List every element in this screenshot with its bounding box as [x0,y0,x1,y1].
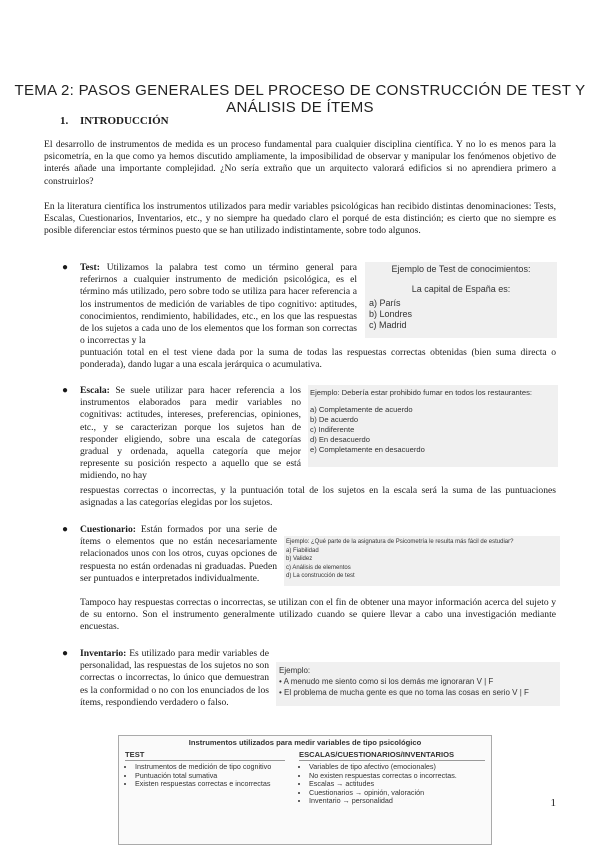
table-item: • Instrumentos de medición de tipo cognitivo [135,763,285,772]
example-inventario-option: • El problema de mucha gente es que no toma las cosas en serio V | F [279,688,529,697]
bullet-test-continuation: puntuación total en el test viene dada por la suma de todas las respuestas correctas obtenidas (bien suma directa o ponderada), dando lugar a una escala jerárquica o acumulativa. [80,347,556,371]
example-escala-box [308,385,558,467]
table-item: • Inventario → personalidad [309,797,485,806]
example-test-option: b) Londres [369,309,413,319]
page-number: 1 [550,797,556,809]
term-cuestionario: Cuestionario: [80,524,136,535]
example-escala-option: e) Completamente en desacuerdo [310,445,425,454]
example-cuestionario-title: Ejemplo: ¿Qué parte de la asignatura de Psicometría le resulta más fácil de estudiar? [286,539,514,545]
example-inventario-box [276,662,560,706]
table-item: • Puntuación total sumativa [135,772,285,781]
term-inventario: Inventario: [80,648,127,659]
bullet-cuestionario [80,524,277,585]
example-test-option: c) Madrid [369,320,407,330]
bullet-inventario [80,648,269,709]
document-title: TEMA 2: PASOS GENERALES DEL PROCESO DE CONSTRUCCIÓN DE TEST Y ANÁLISIS DE ÍTEMS [14,82,586,116]
table-item: • Cuestionarios → opinión, valoración [309,789,485,798]
paragraph-2: En la literatura científica los instrumentos utilizados para medir variables psicológicas han recibido distintas denominaciones: Tests, Escalas, Cuestionarios, Inventarios, etc., y no siempre ha quedado claro el porqué de esta distinción; es cierto que no siempre es posible diferenciar estos términos puesto que se han utilizado indistintamente, sobre todo algunos. [44,201,556,237]
bullet-escala-continuation: respuestas correctas o incorrectas, y la puntuación total de los sujetos en la escala será la suma de las puntuaciones asignadas a las categorías elegidas por los sujetos. [80,485,556,509]
example-test-option: a) París [369,298,401,308]
table-item: • Escalas → actitudes [309,780,485,789]
example-escala-option: d) En desacuerdo [310,435,370,444]
bullet-dot: ● [62,524,69,535]
bullet-escala-text: Se suele utilizar para hacer referencia a los instrumentos elaborados para medir variables no cognitivas: actitudes, intereses, preferencias, opiniones, etc., y se caracterizan porque los sujetos han de responder eligiendo, sobre una escala de categorías gradual y ordenada, aquella categoría que mejor represente su posición respecto a aquello que se está midiendo, no hay [80,385,301,482]
example-test-question: La capital de España es: [411,284,511,294]
section-heading [60,115,169,127]
table-item: • No existen respuestas correctas o incorrectas. [309,772,485,781]
bullet-dot: ● [62,648,69,659]
example-test-box [365,262,557,338]
bullet-dot: ● [62,262,69,273]
paragraph-1: El desarrollo de instrumentos de medida es un proceso fundamental para cualquier disciplina científica. Y no lo es menos para la psicometría, en la que como ya hemos discutido ampliamente, la imposibilidad de observar y manipular los fenómenos objetivo de interés añade una importante complejidad. ¿No sería extraño que un arquitecto valorará edificios si no aprendiera primero a construirlos? [44,139,556,187]
example-cuestionario-option: c) Análisis de elementos [286,564,351,571]
term-escala: Escala: [80,385,110,396]
example-test-title: Ejemplo de Test de conocimientos: [391,264,531,274]
bullet-test [80,262,357,347]
table-header-test: TEST [125,750,285,761]
table-column-escalas [299,750,485,806]
bullet-cuestionario-continuation: Tampoco hay respuestas correctas o incorrectas, se utilizan con el fin de obtener una mayor información acerca del sujeto y de su entorno. Son el instrumento generalmente utilizado cuando se quiere llevar a cabo una investigación mediante encuestas. [80,597,556,633]
example-inventario-title: Ejemplo: [279,666,311,675]
summary-table [118,735,492,845]
example-cuestionario-option: d) La construcción de test [286,573,355,579]
example-escala-option: a) Completamente de acuerdo [310,405,413,414]
section-title: INTRODUCCIÓN [80,115,169,127]
bullet-test-text: Utilizamos la palabra test como un término general para referirnos a cualquier instrumento de medición psicológica, es el término más utilizado, pero sobre todo se utiliza para hacer referencia a los instrumentos de medición de variables de tipo cognitivo: aptitudes, conocimientos, rendimiento, habilidades, etc., en los que las respuestas de los sujetos a cada uno de los elementos que los forman son correctas o incorrectas y la [80,262,357,347]
example-inventario-option: • A menudo me siento como si los demás me ignoraran V | F [279,677,494,686]
example-escala-option: b) De acuerdo [310,415,359,424]
example-cuestionario-option: b) Validez [286,556,313,562]
example-escala-title: Ejemplo: Debería estar prohibido fumar en todos los restaurantes: [310,388,533,397]
table-header-escalas: ESCALAS/CUESTIONARIOS/INVENTARIOS [299,750,485,761]
table-caption: Instrumentos utilizados para medir variables de tipo psicológico [188,738,422,747]
bullet-dot: ● [62,385,69,396]
table-item: • Existen respuestas correctas e incorrectas [135,780,285,789]
example-cuestionario-box [284,536,560,586]
bullet-escala [80,385,301,483]
section-number: 1. [60,115,69,127]
bullet-cuestionario-text: Están formados por una serie de ítems o elementos que no están necesariamente relacionados unos con los otros, cuyas opciones de respuesta no están ordenadas ni graduadas. Pueden ser puntuados e interpretados individualmente. [80,524,277,584]
term-test: Test: [80,262,100,273]
table-column-test [125,750,285,789]
example-escala-option: c) Indiferente [310,425,355,434]
bullet-inventario-text: Es utilizado para medir variables de personalidad, las respuestas de los sujetos no son correctas o incorrectas, lo único que demuestran es la conformidad o no con los enunciados de los ítems, respondiendo verdadero o falso. [80,648,269,708]
example-cuestionario-option: a) Fiabilidad [286,547,319,554]
table-item: • Variables de tipo afectivo (emocionales) [309,763,485,772]
